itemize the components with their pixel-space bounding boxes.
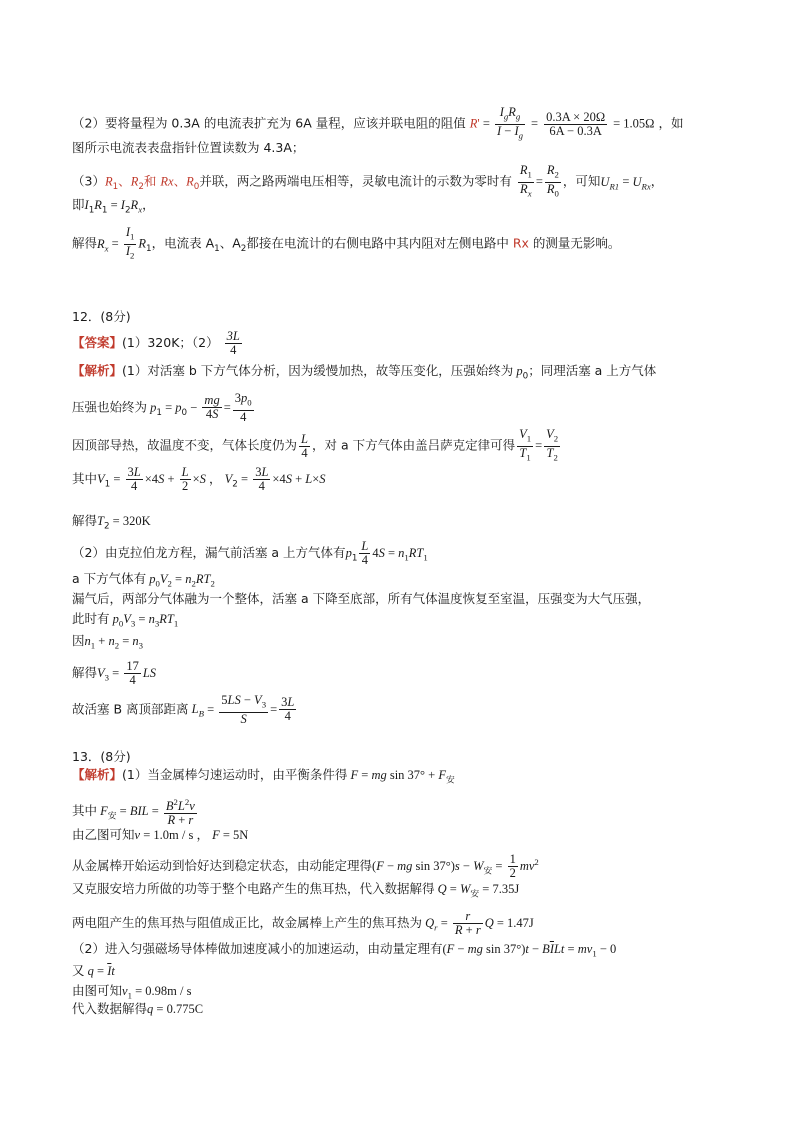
q13-line-2: 其中 $F_安$ = BIL = $\frac{B^2L^2v}{R + r}$ (72, 797, 195, 828)
q12-line-6: （2）由克拉伯龙方程，漏气前活塞 a 上方气体有$p_1$ $\frac{L}{4}$ $4S = n_1RT_1$ (72, 539, 428, 567)
q13-line-1: 【解析】(1）当金属棒匀速运动时，由平衡条件得 F = mg $\sin 37^\circ + F_安$ (72, 767, 455, 785)
q12-line-4: 其中$V_1$ = $\frac{3L}{4}$ ×4S + $\frac{L}{2}$ ×S ， $V_2$ = $\frac{3L}{4}$ ×4S + L×S (72, 465, 326, 493)
q13-line-10: 代入数据解得q = 0.775C (72, 1001, 204, 1016)
q11-line-5: 解得$R_x$ = $\frac{I_1}{I_2}$ $R_1$，电流表 $A_1$、$A_2$都接在电流计的右侧电路中其内阻对左侧电路中 Rx 的测量无影响。 (72, 225, 621, 260)
q12-line-5: 解得$T_2 = 320K$ (72, 513, 151, 532)
q11-line-1: （2）要将量程为 0.3A 的电流表扩充为 6A 量程，应该并联电阻的阻值 R' = $\frac{I_gR_g}{I - I_g}$ = $\frac{0.3A \times 20\Omega}{6A - 0.3A}$ = 1.05Ω ，如 (72, 105, 684, 140)
q13-line-7: （2）进入匀强磁场导体棒做加速度减小的加速运动，由动量定理有(F − mg $\sin 37^\circ)t - B\overline{I}Lt = mv_1 - 0$ (72, 941, 617, 959)
q12-line-1: 【解析】(1）对活塞 b 下方气体分析，因为缓慢加热，故等压变化，压强始终为 $p_0$；同理活塞 a 上方气体 (72, 363, 657, 382)
q13-line-6: 两电阻产生的焦耳热与阻值成正比，故金属棒上产生的焦耳热为 $Q_r$ = $\frac{r}{R + r}$ Q = 1.47J (72, 909, 534, 937)
q12-line-2: 压强也始终为 $p_1 = p_0$ − $\frac{mg}{4S}$ = $\frac{3p_0}{4}$ (72, 391, 252, 424)
q12-header: 12．(8分) (72, 309, 131, 324)
q11-line-2: 图所示电流表表盘指针位置读数为 4.3A； (72, 140, 305, 155)
q11-line-4: 即$I_1R_1 = I_2R_x$， (72, 197, 155, 216)
q12-line-7: a 下方气体有 $p_0V_2 = n_2RT_2$ (72, 571, 215, 589)
q12-line-11: 解得$V_3$ = $\frac{17}{4}$ LS (72, 659, 157, 687)
q13-header: 13．(8分) (72, 749, 131, 764)
q13-line-3: 由乙图可知v = 1.0m / s ， F = 5N (72, 827, 249, 842)
q12-line-12: 故活塞 B 离顶部距离 $L_B$ = $\frac{5LS - V_3}{S}$ = $\frac{3L}{4}$ (72, 693, 295, 726)
q13-line-8: 又 $q = \overline{I}t$ (72, 963, 115, 978)
q11-line-3: $(3)R_1$、$R_2$和 Rx、$R_0$并联，两之路两端电压相等，灵敏电流计的示数为零时有 $\frac{R_1}{R_x}$ = $\frac{R_2}{R_0}$ ，可知$U_{R1} = U_{Rx}$， (72, 163, 664, 198)
q12-line-9: 此时有 $p_0V_3 = n_3RT_1$ (72, 611, 179, 629)
q12-line-8: 漏气后，两部分气体融为一个整体，活塞 a 下降至底部，所有气体温度恢复至室温，压强变为大气压强， (72, 591, 651, 606)
q12-answer: 【答案】(1）320K；（2） $\frac{3L}{4}$ (72, 329, 240, 357)
q12-line-10: 因$n_1 + n_2 = n_3$ (72, 633, 144, 651)
q12-line-3: 因顶部导热，故温度不变，气体长度仍为 $\frac{L}{4}$ ，对 a 下方气体由盖吕萨克定律可得 $\frac{V_1}{T_1}$ = $\frac{V_2}{T_2}$ (72, 427, 559, 462)
q13-line-4: 从金属棒开始运动到恰好达到稳定状态，由动能定理得(F − mg $\sin 37^\circ)s - W_安$ = $\frac{1}{2}$ $mv^2$ (72, 852, 539, 881)
formula-frac: $\frac{I_gR_g}{I - I_g}$ (497, 105, 524, 140)
q13-line-5: 又克服安培力所做的功等于整个电路产生的焦耳热，代入数据解得 $Q = W_安 = 7.35J$ (72, 881, 520, 899)
q13-line-9: 由图可知$v_1 = 0.98m / s$ (72, 983, 192, 1001)
